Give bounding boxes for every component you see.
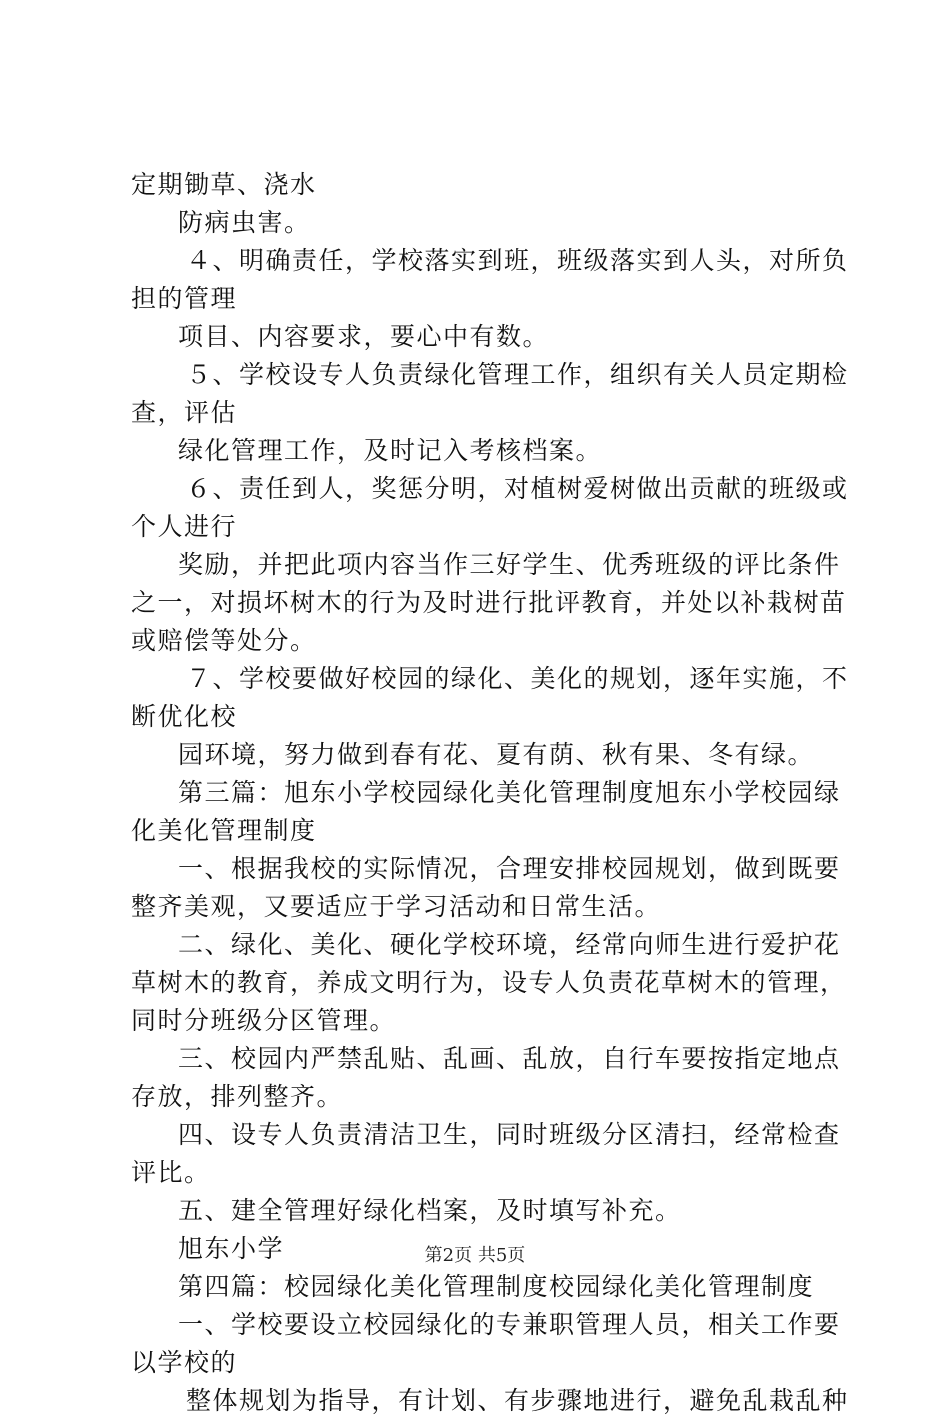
text-line: 三、校园内严禁乱贴、乱画、乱放，自行车要按指定地点 bbox=[178, 1044, 841, 1073]
text-line: ６、责任到人，奖惩分明，对植树爱树做出贡献的班级或 bbox=[186, 474, 849, 503]
text-line: 以学校的 bbox=[131, 1348, 238, 1377]
text-line: 整体规划为指导，有计划、有步骤地进行，避免乱栽乱种 bbox=[186, 1386, 849, 1415]
text-line: 四、设专人负责清洁卫生，同时班级分区清扫，经常检查 bbox=[178, 1120, 841, 1149]
text-line: 园环境，努力做到春有花、夏有荫、秋有果、冬有绿。 bbox=[178, 740, 815, 769]
text-line: 奖励，并把此项内容当作三好学生、优秀班级的评比条件 bbox=[178, 550, 841, 579]
section-heading: 第三篇：旭东小学校园绿化美化管理制度旭东小学校园绿 bbox=[178, 778, 841, 807]
text-line: 绿化管理工作，及时记入考核档案。 bbox=[178, 436, 603, 465]
text-line: 五、建全管理好绿化档案，及时填写补充。 bbox=[178, 1196, 682, 1225]
text-line: 存放，排列整齐。 bbox=[131, 1082, 344, 1111]
document-body bbox=[131, 166, 849, 1420]
text-line: 担的管理 bbox=[131, 284, 238, 313]
text-line: ５、学校设专人负责绿化管理工作，组织有关人员定期检 bbox=[186, 360, 849, 389]
text-line: 二、绿化、美化、硬化学校环境，经常向师生进行爱护花 bbox=[178, 930, 841, 959]
text-line: 个人进行 bbox=[131, 512, 238, 541]
page-number-label: 第2页 共5页 bbox=[424, 1245, 526, 1266]
text-line: 定期锄草、浇水 bbox=[131, 170, 317, 199]
text-line: 断优化校 bbox=[131, 702, 238, 731]
text-line: ４、明确责任，学校落实到班，班级落实到人头，对所负 bbox=[186, 246, 849, 275]
text-line: 一、根据我校的实际情况，合理安排校园规划，做到既要 bbox=[178, 854, 841, 883]
text-line: 草树木的教育，养成文明行为，设专人负责花草树木的管理， bbox=[131, 968, 847, 997]
text-line: 或赔偿等处分。 bbox=[131, 626, 317, 655]
text-line: 评比。 bbox=[131, 1158, 211, 1187]
text-line: 同时分班级分区管理。 bbox=[131, 1006, 397, 1035]
text-line: 一、学校要设立校园绿化的专兼职管理人员，相关工作要 bbox=[178, 1310, 841, 1339]
text-line: 查，评估 bbox=[131, 398, 238, 427]
section-heading: 化美化管理制度 bbox=[131, 816, 317, 845]
signature-line: 旭东小学 bbox=[178, 1234, 285, 1263]
text-line: 之一，对损坏树木的行为及时进行批评教育，并处以补栽树苗 bbox=[131, 588, 847, 617]
text-line: 项目、内容要求，要心中有数。 bbox=[178, 322, 550, 351]
text-line: 防病虫害。 bbox=[178, 208, 311, 237]
section-heading: 第四篇：校园绿化美化管理制度校园绿化美化管理制度 bbox=[178, 1272, 815, 1301]
text-line: 整齐美观，又要适应于学习活动和日常生活。 bbox=[131, 892, 662, 921]
page-footer bbox=[0, 1244, 950, 1268]
text-line: ７、学校要做好校园的绿化、美化的规划，逐年实施，不 bbox=[186, 664, 849, 693]
